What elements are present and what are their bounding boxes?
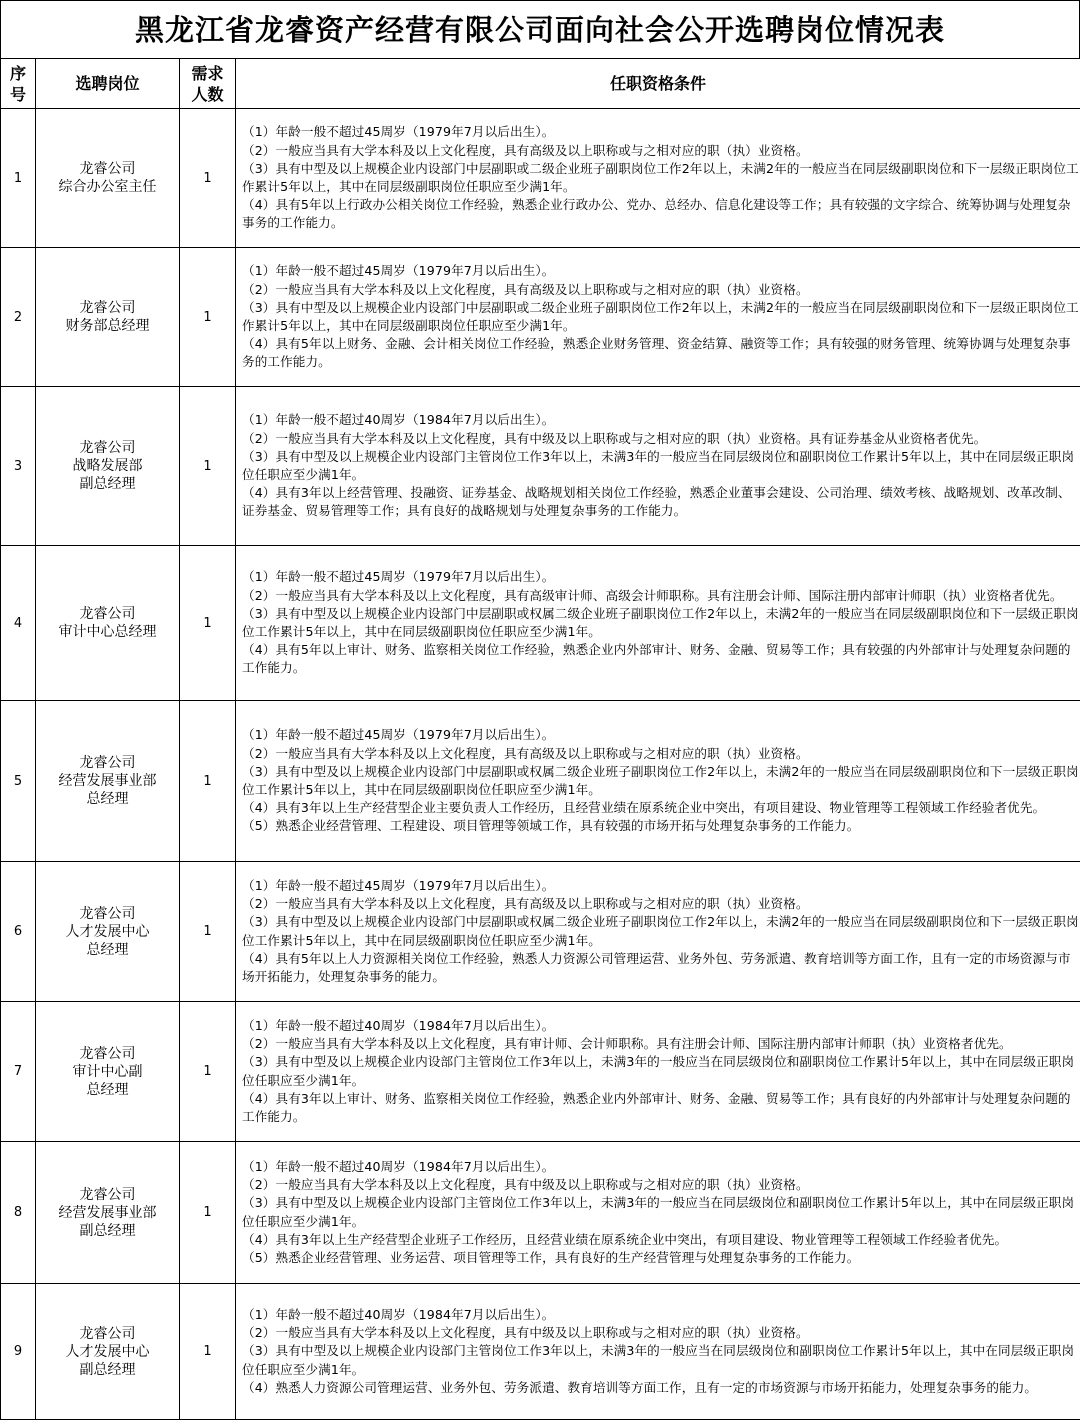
requirements-cell <box>236 387 1080 546</box>
requirement-item: （3）具有中型及以上规模企业内设部门中层副职或二级企业班子副职岗位工作2年以上，未满2年的一般应当在同层级副职岗位和下一层级正职岗位工作累计5年以上，其中在同层级副职岗位任职应至少满1年。 <box>236 160 1080 196</box>
requirement-item: （1）年龄一般不超过45周岁（1979年7月以后出生）。 <box>236 262 1080 280</box>
requirement-item: （5）熟悉企业经营管理、业务运营、项目管理等工作，具有良好的生产经营管理与处理复杂事务的工作能力。 <box>236 1249 1080 1267</box>
header-requirements: 任职资格条件 <box>236 59 1080 109</box>
requirements-cell <box>236 1284 1080 1420</box>
requirements-cell <box>236 1142 1080 1284</box>
requirement-item: （3）具有中型及以上规模企业内设部门中层副职或权属二级企业班子副职岗位工作2年以上，未满2年的一般应当在同层级副职岗位和下一层级正职岗位工作累计5年以上，其中在同层级副职岗位任职应至少满1年。 <box>236 913 1080 949</box>
headcount: 1 <box>180 1284 236 1420</box>
position-title-line: 副总经理 <box>36 475 179 493</box>
requirement-item: （2）一般应当具有大学本科及以上文化程度，具有高级及以上职称或与之相对应的职（执）业资格。 <box>236 895 1080 913</box>
requirement-item: （2）一般应当具有大学本科及以上文化程度，具有高级及以上职称或与之相对应的职（执）业资格。 <box>236 142 1080 160</box>
table-header-row <box>1 59 1080 109</box>
headcount: 1 <box>180 546 236 701</box>
table-row <box>1 1002 1080 1142</box>
position-cell <box>36 862 180 1002</box>
table-row <box>1 387 1080 546</box>
headcount: 1 <box>180 109 236 248</box>
requirement-item: （2）一般应当具有大学本科及以上文化程度，具有审计师、会计师职称。具有注册会计师、国际注册内部审计师职（执）业资格者优先。 <box>236 1035 1080 1053</box>
position-title-line: 副总经理 <box>36 1222 179 1240</box>
requirements-cell <box>236 701 1080 862</box>
requirement-item: （3）具有中型及以上规模企业内设部门中层副职或权属二级企业班子副职岗位工作2年以上，未满2年的一般应当在同层级副职岗位和下一层级正职岗位工作累计5年以上，其中在同层级副职岗位任职应至少满1年。 <box>236 605 1080 641</box>
position-title-line: 财务部总经理 <box>36 317 179 335</box>
requirements-cell <box>236 862 1080 1002</box>
requirement-item: （4）具有3年以上生产经营型企业班子工作经历，且经营业绩在原系统企业中突出，有项目建设、物业管理等工程领域工作经验者优先。 <box>236 1231 1080 1249</box>
recruitment-table <box>0 58 1080 1420</box>
position-company: 龙睿公司 <box>36 1186 179 1204</box>
requirement-item: （2）一般应当具有大学本科及以上文化程度，具有中级及以上职称或与之相对应的职（执）业资格。 <box>236 1324 1080 1342</box>
position-cell <box>36 701 180 862</box>
position-title-line: 经营发展事业部 <box>36 772 179 790</box>
requirement-item: （3）具有中型及以上规模企业内设部门中层副职或权属二级企业班子副职岗位工作2年以上，未满2年的一般应当在同层级副职岗位和下一层级正职岗位工作累计5年以上，其中在同层级副职岗位任职应至少满1年。 <box>236 763 1080 799</box>
position-cell <box>36 1142 180 1284</box>
table-row <box>1 1284 1080 1420</box>
headcount: 1 <box>180 701 236 862</box>
headcount: 1 <box>180 1142 236 1284</box>
row-number: 4 <box>1 546 36 701</box>
table-row <box>1 109 1080 248</box>
position-title-line: 战略发展部 <box>36 457 179 475</box>
position-cell <box>36 1002 180 1142</box>
requirement-item: （3）具有中型及以上规模企业内设部门中层副职或二级企业班子副职岗位工作2年以上，未满2年的一般应当在同层级副职岗位和下一层级正职岗位工作累计5年以上，其中在同层级副职岗位任职应至少满1年。 <box>236 299 1080 335</box>
header-position: 选聘岗位 <box>36 59 180 109</box>
position-title-line: 综合办公室主任 <box>36 178 179 196</box>
position-title-line: 人才发展中心 <box>36 923 179 941</box>
row-number: 2 <box>1 248 36 387</box>
requirement-item: （1）年龄一般不超过45周岁（1979年7月以后出生）。 <box>236 877 1080 895</box>
position-title-line: 经营发展事业部 <box>36 1204 179 1222</box>
requirement-item: （1）年龄一般不超过40周岁（1984年7月以后出生）。 <box>236 411 1080 429</box>
table-row <box>1 862 1080 1002</box>
position-cell <box>36 546 180 701</box>
requirement-item: （1）年龄一般不超过45周岁（1979年7月以后出生）。 <box>236 123 1080 141</box>
position-company: 龙睿公司 <box>36 1325 179 1343</box>
requirement-item: （3）具有中型及以上规模企业内设部门主管岗位工作3年以上，未满3年的一般应当在同层级岗位和副职岗位工作累计5年以上，其中在同层级正职岗位任职应至少满1年。 <box>236 1194 1080 1230</box>
requirements-cell <box>236 1002 1080 1142</box>
requirement-item: （2）一般应当具有大学本科及以上文化程度，具有中级及以上职称或与之相对应的职（执）业资格。具有证券基金从业资格者优先。 <box>236 430 1080 448</box>
requirement-item: （1）年龄一般不超过40周岁（1984年7月以后出生）。 <box>236 1306 1080 1324</box>
position-title-line: 人才发展中心 <box>36 1343 179 1361</box>
header-count: 需求人数 <box>180 59 236 109</box>
position-title-line: 总经理 <box>36 941 179 959</box>
requirement-item: （3）具有中型及以上规模企业内设部门主管岗位工作3年以上，未满3年的一般应当在同层级岗位和副职岗位工作累计5年以上，其中在同层级正职岗位任职应至少满1年。 <box>236 1342 1080 1378</box>
position-cell <box>36 248 180 387</box>
position-title-line: 审计中心副 <box>36 1063 179 1081</box>
position-company: 龙睿公司 <box>36 905 179 923</box>
requirement-item: （2）一般应当具有大学本科及以上文化程度，具有高级审计师、高级会计师职称。具有注册会计师、国际注册内部审计师职（执）业资格者优先。 <box>236 587 1080 605</box>
requirement-item: （2）一般应当具有大学本科及以上文化程度，具有高级及以上职称或与之相对应的职（执）业资格。 <box>236 281 1080 299</box>
table-body <box>1 109 1080 1420</box>
position-cell <box>36 109 180 248</box>
requirement-item: （4）具有3年以上经营管理、投融资、证券基金、战略规划相关岗位工作经验，熟悉企业董事会建设、公司治理、绩效考核、战略规划、改革改制、证券基金、贸易管理等工作；具有良好的战略规划与处理复杂事务的工作能力。 <box>236 484 1080 520</box>
requirement-item: （4）具有3年以上审计、财务、监察相关岗位工作经验，熟悉企业内外部审计、财务、金融、贸易等工作；具有良好的内外部审计与处理复杂问题的工作能力。 <box>236 1090 1080 1126</box>
requirement-item: （4）熟悉人力资源公司管理运营、业务外包、劳务派遣、教育培训等方面工作，且有一定的市场资源与市场开拓能力，处理复杂事务的能力。 <box>236 1379 1080 1397</box>
headcount: 1 <box>180 862 236 1002</box>
row-number: 8 <box>1 1142 36 1284</box>
requirement-item: （3）具有中型及以上规模企业内设部门主管岗位工作3年以上，未满3年的一般应当在同层级岗位和副职岗位工作累计5年以上，其中在同层级正职岗位任职应至少满1年。 <box>236 1053 1080 1089</box>
requirement-item: （1）年龄一般不超过45周岁（1979年7月以后出生）。 <box>236 568 1080 586</box>
position-cell <box>36 1284 180 1420</box>
position-title-line: 总经理 <box>36 790 179 808</box>
header-no: 序号 <box>1 59 36 109</box>
headcount: 1 <box>180 1002 236 1142</box>
requirement-item: （2）一般应当具有大学本科及以上文化程度，具有高级及以上职称或与之相对应的职（执）业资格。 <box>236 745 1080 763</box>
position-company: 龙睿公司 <box>36 754 179 772</box>
table-row <box>1 248 1080 387</box>
requirement-item: （4）具有3年以上生产经营型企业主要负责人工作经历，且经营业绩在原系统企业中突出，有项目建设、物业管理等工程领域工作经验者优先。 <box>236 799 1080 817</box>
requirement-item: （5）熟悉企业经营管理、工程建设、项目管理等领域工作，具有较强的市场开拓与处理复杂事务的工作能力。 <box>236 817 1080 835</box>
position-company: 龙睿公司 <box>36 605 179 623</box>
headcount: 1 <box>180 248 236 387</box>
table-row <box>1 1142 1080 1284</box>
headcount: 1 <box>180 387 236 546</box>
row-number: 6 <box>1 862 36 1002</box>
position-title-line: 副总经理 <box>36 1361 179 1379</box>
requirement-item: （1）年龄一般不超过45周岁（1979年7月以后出生）。 <box>236 726 1080 744</box>
position-title-line: 审计中心总经理 <box>36 623 179 641</box>
requirement-item: （4）具有5年以上人力资源相关岗位工作经验，熟悉人力资源公司管理运营、业务外包、劳务派遣、教育培训等方面工作，且有一定的市场资源与市场开拓能力，处理复杂事务的能力。 <box>236 950 1080 986</box>
requirement-item: （4）具有5年以上行政办公相关岗位工作经验，熟悉企业行政办公、党办、总经办、信息化建设等工作；具有较强的文字综合、统筹协调与处理复杂事务的工作能力。 <box>236 196 1080 232</box>
position-company: 龙睿公司 <box>36 160 179 178</box>
requirement-item: （4）具有5年以上审计、财务、监察相关岗位工作经验，熟悉企业内外部审计、财务、金融、贸易等工作；具有较强的内外部审计与处理复杂问题的工作能力。 <box>236 641 1080 677</box>
requirement-item: （1）年龄一般不超过40周岁（1984年7月以后出生）。 <box>236 1158 1080 1176</box>
position-company: 龙睿公司 <box>36 1045 179 1063</box>
requirement-item: （3）具有中型及以上规模企业内设部门主管岗位工作3年以上，未满3年的一般应当在同层级岗位和副职岗位工作累计5年以上，其中在同层级正职岗位任职应至少满1年。 <box>236 448 1080 484</box>
requirement-item: （1）年龄一般不超过40周岁（1984年7月以后出生）。 <box>236 1017 1080 1035</box>
table-row <box>1 546 1080 701</box>
position-company: 龙睿公司 <box>36 299 179 317</box>
row-number: 5 <box>1 701 36 862</box>
table-row <box>1 701 1080 862</box>
row-number: 7 <box>1 1002 36 1142</box>
position-title-line: 总经理 <box>36 1081 179 1099</box>
row-number: 3 <box>1 387 36 546</box>
page-title: 黑龙江省龙睿资产经营有限公司面向社会公开选聘岗位情况表 <box>0 0 1080 58</box>
requirement-item: （4）具有5年以上财务、金融、会计相关岗位工作经验，熟悉企业财务管理、资金结算、融资等工作；具有较强的财务管理、统筹协调与处理复杂事务的工作能力。 <box>236 335 1080 371</box>
row-number: 9 <box>1 1284 36 1420</box>
requirements-cell <box>236 546 1080 701</box>
position-cell <box>36 387 180 546</box>
requirements-cell <box>236 109 1080 248</box>
row-number: 1 <box>1 109 36 248</box>
position-company: 龙睿公司 <box>36 439 179 457</box>
requirement-item: （2）一般应当具有大学本科及以上文化程度，具有中级及以上职称或与之相对应的职（执）业资格。 <box>236 1176 1080 1194</box>
requirements-cell <box>236 248 1080 387</box>
